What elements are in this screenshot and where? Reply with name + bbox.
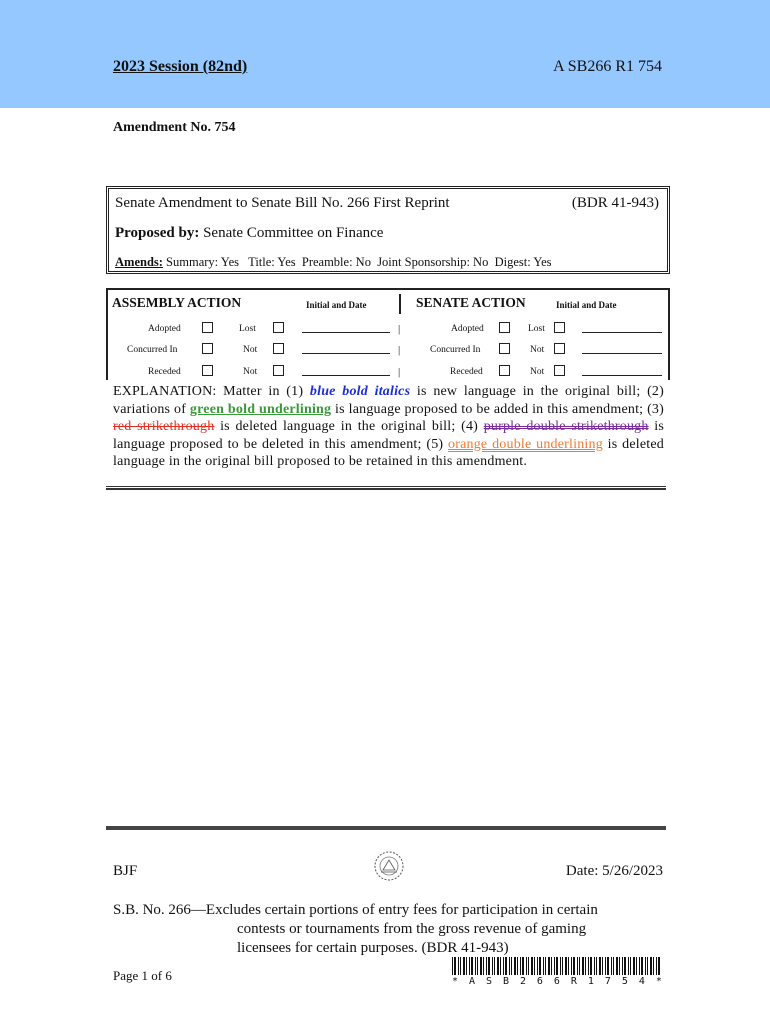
- explanation-text: EXPLANATION: Matter in (1): [113, 384, 310, 399]
- barcode-bar: [630, 957, 631, 975]
- barcode-char: 2: [519, 976, 526, 987]
- barcode-bar: [613, 957, 614, 975]
- amendment-date: Date: 5/26/2023: [565, 863, 663, 879]
- barcode-bar: [497, 957, 499, 975]
- bill-summary-line: licensees for certain purposes. (BDR 41-943): [237, 940, 509, 956]
- barcode-bar: [517, 957, 518, 975]
- action-table: [106, 288, 670, 380]
- state-seal-icon: [373, 850, 405, 882]
- barcode-char: 6: [553, 976, 560, 987]
- proposed-by-label: Proposed by:: [115, 225, 200, 241]
- assembly-concurred-label: Concurred In: [127, 345, 178, 355]
- explanation-text: is language proposed to be added in this amendment; (3): [331, 401, 664, 417]
- assembly-initial-line: [302, 375, 390, 376]
- assembly-action-header: ASSEMBLY ACTION: [112, 295, 242, 310]
- barcode-bar: [628, 957, 629, 975]
- barcode-char: 1: [587, 976, 594, 987]
- barcode-bar: [616, 957, 618, 975]
- assembly-adopted-label: Adopted: [148, 324, 181, 334]
- barcode-bar: [514, 957, 516, 975]
- barcode-char: 5: [621, 976, 628, 987]
- barcode-bar: [471, 957, 473, 975]
- barcode-bar: [556, 957, 558, 975]
- barcode-bar: [596, 957, 597, 975]
- senate-lost-label: Lost: [528, 324, 545, 334]
- senate-adopted-checkbox[interactable]: [499, 322, 510, 333]
- barcode-bar: [483, 957, 484, 975]
- barcode-bar: [573, 957, 575, 975]
- purple-double-strikethrough-sample: purple double strikethrough: [483, 419, 649, 434]
- barcode-bar: [645, 957, 646, 975]
- footer-divider: [106, 826, 666, 830]
- barcode-bar: [619, 957, 620, 975]
- barcode-bar: [543, 957, 544, 975]
- barcode-bar: [633, 957, 635, 975]
- bill-summary: [113, 901, 598, 958]
- barcode-bar: [528, 957, 529, 975]
- assembly-adopted-checkbox[interactable]: [202, 322, 213, 333]
- barcode-bar: [458, 957, 459, 975]
- barcode-bar: [622, 957, 623, 975]
- barcode-bar: [653, 957, 654, 975]
- barcode-icon: [452, 957, 662, 975]
- row-separator: |: [398, 323, 401, 335]
- row-separator: |: [398, 344, 401, 356]
- proposed-by-value: Senate Committee on Finance: [203, 225, 384, 241]
- barcode-bar: [526, 957, 527, 975]
- page-number: Page 1 of 6: [113, 968, 172, 983]
- barcode-bar: [607, 957, 609, 975]
- barcode-bar: [492, 957, 493, 975]
- barcode-bar: [656, 957, 657, 975]
- barcode-bar: [605, 957, 606, 975]
- barcode-bar: [505, 957, 507, 975]
- barcode-bar: [545, 957, 546, 975]
- barcode-bar: [639, 957, 640, 975]
- bill-summary-line: contests or tournaments from the gross revenue of gaming: [237, 921, 587, 937]
- senate-receded-label: Receded: [450, 367, 483, 377]
- senate-concurred-label: Concurred In: [430, 345, 481, 355]
- barcode-bar: [488, 957, 490, 975]
- assembly-initial-line: [302, 353, 390, 354]
- amends-label: Amends:: [115, 255, 163, 269]
- barcode-bar: [477, 957, 478, 975]
- barcode-bar: [647, 957, 648, 975]
- barcode-bar: [588, 957, 589, 975]
- barcode-bar: [554, 957, 555, 975]
- assembly-not2-label: Not: [243, 367, 258, 377]
- senate-not-label: Not: [530, 345, 545, 355]
- amendment-summary-box: [106, 186, 670, 274]
- senate-initial-date: Initial and Date: [556, 300, 617, 310]
- barcode-bar: [658, 957, 660, 975]
- barcode-bar: [480, 957, 482, 975]
- bill-summary-line: S.B. No. 266—Excludes certain portions of entry fees for participation in certain: [113, 902, 598, 918]
- barcode-bar: [585, 957, 586, 975]
- barcode-bar: [511, 957, 512, 975]
- barcode-bar: [594, 957, 595, 975]
- blue-bold-italics-sample: blue bold italics: [309, 384, 411, 399]
- explanation-text: is language proposed to be deleted in this amendment; (5): [113, 419, 664, 452]
- barcode-char: *: [655, 976, 662, 987]
- barcode-bar: [602, 957, 603, 975]
- session-title: 2023 Session (82nd): [113, 58, 248, 75]
- barcode-bar: [539, 957, 541, 975]
- senate-action-header: SENATE ACTION: [416, 295, 526, 310]
- red-strikethrough-sample: red strikethrough: [113, 419, 215, 434]
- explanation-text: is deleted language in the original bill proposed to be retained in this amendment.: [113, 436, 664, 469]
- senate-adopted-label: Adopted: [451, 324, 484, 334]
- barcode-bar: [463, 957, 465, 975]
- senate-initial-line: [582, 353, 662, 354]
- barcode-bar: [650, 957, 652, 975]
- assembly-initial-date: Initial and Date: [306, 300, 367, 310]
- assembly-not2-checkbox[interactable]: [273, 365, 284, 376]
- explanation-paragraph: [113, 383, 664, 471]
- barcode-char: B: [502, 976, 509, 987]
- barcode-bar: [624, 957, 626, 975]
- barcode-bar: [454, 957, 456, 975]
- barcode-bar: [466, 957, 467, 975]
- barcode-char: A: [468, 976, 476, 987]
- barcode-bar: [520, 957, 521, 975]
- barcode-bar: [641, 957, 643, 975]
- barcode-bar: [582, 957, 584, 975]
- assembly-not-label: Not: [243, 345, 258, 355]
- senate-lost-checkbox[interactable]: [554, 322, 565, 333]
- barcode-bar: [509, 957, 510, 975]
- senate-not2-label: Not: [530, 367, 545, 377]
- senate-not2-checkbox[interactable]: [554, 365, 565, 376]
- barcode-bar: [551, 957, 552, 975]
- barcode-bar: [577, 957, 578, 975]
- barcode-bar: [562, 957, 563, 975]
- senate-concurred-checkbox[interactable]: [499, 343, 510, 354]
- barcode-bar: [537, 957, 538, 975]
- document-id: A SB266 R1 754: [553, 58, 662, 75]
- senate-initial-line: [582, 332, 662, 333]
- drafter-initials: BJF: [113, 863, 138, 879]
- barcode-bar: [565, 957, 567, 975]
- assembly-initial-line: [302, 332, 390, 333]
- barcode-bar: [460, 957, 461, 975]
- barcode-bar: [560, 957, 561, 975]
- row-separator: |: [398, 366, 401, 378]
- barcode-bar: [579, 957, 580, 975]
- bdr-number: (BDR 41-943): [571, 195, 659, 211]
- barcode-bar: [534, 957, 535, 975]
- assembly-receded-checkbox[interactable]: [202, 365, 213, 376]
- explanation-text: is new language in the original bill; (2) variations of: [113, 384, 664, 417]
- barcode-char: S: [485, 976, 492, 987]
- barcode-bar: [475, 957, 476, 975]
- amendment-title: Senate Amendment to Senate Bill No. 266 First Reprint: [115, 195, 450, 211]
- barcode-bar: [531, 957, 533, 975]
- senate-receded-checkbox[interactable]: [499, 365, 510, 376]
- barcode-text: [452, 976, 662, 987]
- assembly-not-checkbox[interactable]: [273, 343, 284, 354]
- assembly-receded-label: Receded: [148, 367, 181, 377]
- green-underline-sample: green bold underlining: [189, 401, 332, 417]
- barcode-char: R: [570, 976, 577, 987]
- assembly-lost-label: Lost: [239, 324, 256, 334]
- barcode-char: *: [452, 976, 459, 987]
- barcode-bar: [486, 957, 487, 975]
- barcode-bar: [469, 957, 470, 975]
- column-separator: [399, 294, 401, 314]
- section-divider: [106, 486, 666, 490]
- barcode-bar: [571, 957, 572, 975]
- barcode-bar: [568, 957, 569, 975]
- barcode-bar: [494, 957, 495, 975]
- proposed-by: [115, 225, 383, 242]
- header-band: [0, 0, 770, 108]
- assembly-lost-checkbox[interactable]: [273, 322, 284, 333]
- amendment-number: Amendment No. 754: [113, 120, 236, 135]
- barcode-char: 7: [604, 976, 611, 987]
- explanation-text: is deleted language in the original bill; (4): [214, 419, 484, 434]
- senate-not-checkbox[interactable]: [554, 343, 565, 354]
- barcode-char: 4: [638, 976, 645, 987]
- barcode-bar: [548, 957, 550, 975]
- barcode-bar: [636, 957, 637, 975]
- barcode-bar: [611, 957, 612, 975]
- orange-double-underline-sample: orange double underlining: [448, 436, 603, 452]
- assembly-concurred-checkbox[interactable]: [202, 343, 213, 354]
- barcode-char: 6: [536, 976, 543, 987]
- barcode-bar: [599, 957, 601, 975]
- barcode-bar: [452, 957, 453, 975]
- amends-value: Summary: Yes Title: Yes Preamble: No Joint Sponsorship: No Digest: Yes: [166, 255, 552, 269]
- barcode-bar: [500, 957, 501, 975]
- senate-initial-line: [582, 375, 662, 376]
- barcode-bar: [503, 957, 504, 975]
- barcode-bar: [522, 957, 524, 975]
- barcode-bar: [590, 957, 592, 975]
- amends-line: [115, 255, 552, 270]
